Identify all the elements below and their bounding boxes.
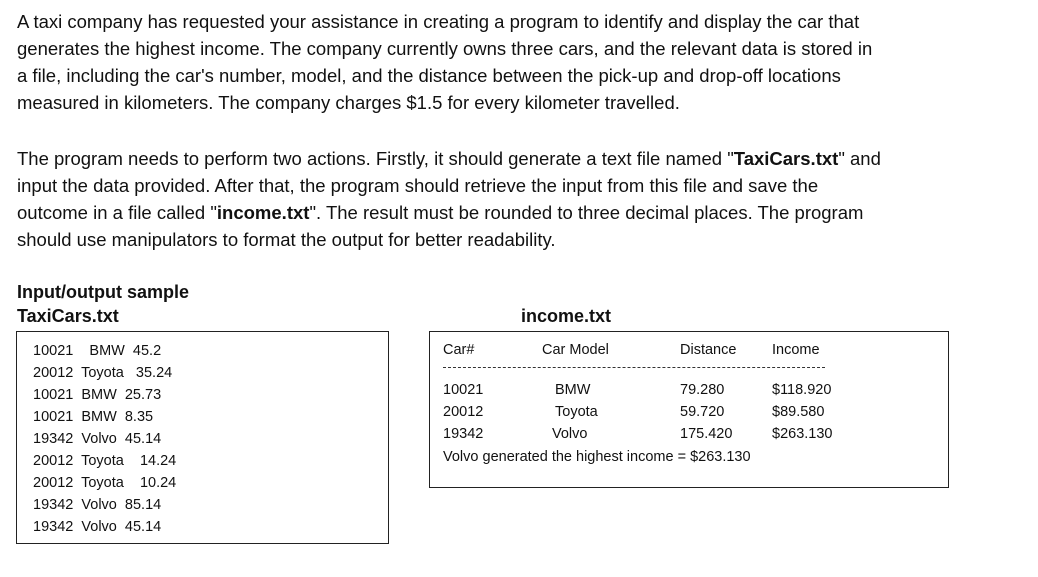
table-cell: Toyota [555, 404, 598, 420]
table-cell: 59.720 [680, 404, 725, 420]
dashed-divider [443, 367, 825, 368]
taxicars-label: TaxiCars.txt [17, 306, 119, 326]
intro-line: measured in kilometers. The company charges $1.5 for every kilometer travelled. [17, 92, 680, 113]
table-cell: Volvo [552, 426, 588, 442]
header-car-number: Car# [443, 342, 475, 358]
intro-line: A taxi company has requested your assistance in creating a program to identify and display the car that [17, 11, 860, 32]
table-cell: $263.130 [772, 426, 833, 442]
requirements-line: should use manipulators to format the output for better readability. [17, 229, 556, 250]
income-file-box [429, 331, 949, 488]
taxicars-filename: TaxiCars.txt [733, 148, 839, 169]
intro-line: generates the highest income. The company currently owns three cars, and the relevant data is stored in [17, 38, 873, 59]
highest-income-summary: Volvo generated the highest income = $263.130 [443, 449, 751, 465]
header-car-model: Car Model [542, 342, 609, 358]
income-label: income.txt [521, 306, 612, 326]
table-cell: 79.280 [680, 382, 725, 398]
table-cell: BMW [555, 382, 591, 398]
table-cell: 19342 [443, 426, 484, 442]
list-item: 10021 BMW 45.2 [33, 343, 162, 359]
intro-paragraph [17, 8, 962, 116]
table-cell: 175.420 [680, 426, 733, 442]
table-cell: $118.920 [772, 382, 832, 398]
list-item: 19342 Volvo 45.14 [33, 519, 162, 535]
list-item: 19342 Volvo 85.14 [33, 497, 162, 513]
table-cell: 10021 [443, 382, 484, 398]
list-item: 20012 Toyota 14.24 [33, 453, 177, 469]
list-item: 19342 Volvo 45.14 [33, 431, 162, 447]
header-distance: Distance [680, 342, 737, 358]
list-item: 10021 BMW 25.73 [33, 387, 162, 403]
table-cell: $89.580 [772, 404, 825, 420]
requirements-line: outcome in a file called "income.txt". The result must be rounded to three decimal places. The program [17, 202, 864, 223]
requirements-paragraph [17, 145, 962, 253]
section-heading: Input/output sample [17, 282, 189, 302]
requirements-line: input the data provided. After that, the program should retrieve the input from this file and save the [17, 175, 819, 196]
table-cell: 20012 [443, 404, 484, 420]
list-item: 20012 Toyota 10.24 [33, 475, 177, 491]
intro-line: a file, including the car's number, model, and the distance between the pick-up and drop-off locations [17, 65, 841, 86]
list-item: 20012 Toyota 35.24 [33, 365, 173, 381]
requirements-line: The program needs to perform two actions. Firstly, it should generate a text file named "TaxiCars.txt" and [17, 148, 881, 169]
taxicars-lines [33, 340, 176, 538]
header-income: Income [772, 342, 820, 358]
income-filename: income.txt [216, 202, 310, 223]
list-item: 10021 BMW 8.35 [33, 409, 154, 425]
taxicars-file-box [16, 331, 389, 544]
